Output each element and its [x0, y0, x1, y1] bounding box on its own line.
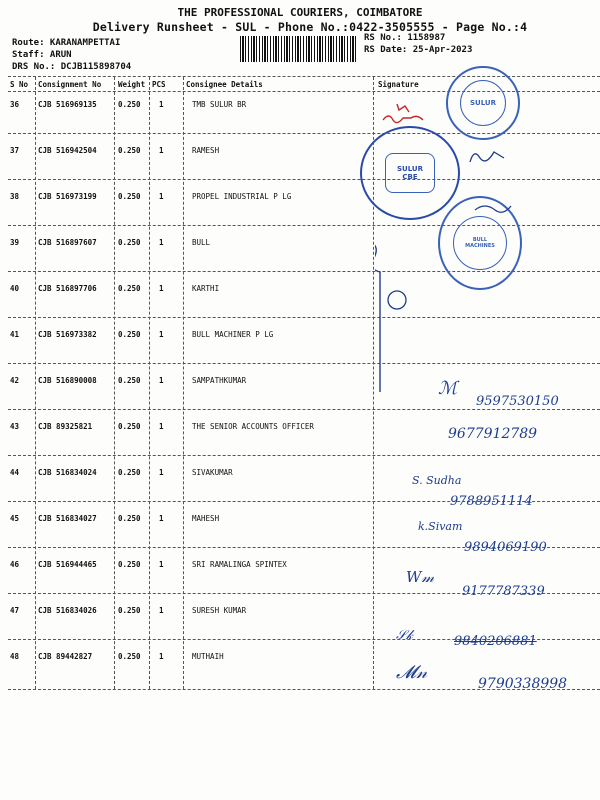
ramesh-signature — [470, 152, 504, 162]
row-consignment: CJB 516942504 — [38, 146, 97, 155]
row-weight: 0.250 — [118, 284, 141, 293]
propel-signature — [475, 206, 511, 212]
row-pcs: 1 — [159, 146, 164, 155]
signature-44-name: S. Sudha — [412, 474, 462, 487]
runsheet-title: Delivery Runsheet - SUL - Phone No.:0422-3505555 - Page No.:4 — [92, 20, 528, 34]
row-consignee: THE SENIOR ACCOUNTS OFFICER — [192, 422, 314, 431]
row-consignment: CJB 516890008 — [38, 376, 97, 385]
row-consignment: CJB 516969135 — [38, 100, 97, 109]
sundaram-seal: SULUR CBE — [360, 126, 460, 220]
row-sno: 48 — [10, 652, 20, 661]
row-consignment: CJB 516973199 — [38, 192, 97, 201]
col-signature: Signature — [378, 80, 419, 89]
row-consignee: BULL — [192, 238, 211, 247]
row-sno: 39 — [10, 238, 20, 247]
row-pcs: 1 — [159, 468, 164, 477]
row-pcs: 1 — [159, 606, 164, 615]
bull-machines-seal: BULL MACHINES — [438, 196, 522, 290]
rs-number: RS No.: 1158987 — [364, 33, 446, 43]
row-pcs: 1 — [159, 238, 164, 247]
row-sno: 43 — [10, 422, 20, 431]
row-rule — [8, 409, 600, 410]
signature-47: 9840206881 — [454, 634, 537, 649]
signature-48-mark: 𝓜𝓃 — [396, 662, 428, 683]
row-weight: 0.250 — [118, 330, 141, 339]
col-consignee: Consignee Details — [186, 80, 263, 89]
row-pcs: 1 — [159, 376, 164, 385]
row-sno: 40 — [10, 284, 20, 293]
col-sno: S No — [10, 80, 29, 89]
row-weight: 0.250 — [118, 146, 141, 155]
row-pcs: 1 — [159, 560, 164, 569]
row-consignment: CJB 89442827 — [38, 652, 93, 661]
row-weight: 0.250 — [118, 652, 141, 661]
row-sno: 45 — [10, 514, 20, 523]
row-weight: 0.250 — [118, 468, 141, 477]
row-weight: 0.250 — [118, 560, 141, 569]
route-label: Route: KARANAMPETTAI — [12, 38, 121, 48]
row-weight: 0.250 — [118, 514, 141, 523]
row-sno: 44 — [10, 468, 20, 477]
row-consignee: PROPEL INDUSTRIAL P LG — [192, 192, 292, 201]
row-sno: 46 — [10, 560, 20, 569]
signature-45: 9894069190 — [464, 540, 547, 555]
row-weight: 0.250 — [118, 376, 141, 385]
row-weight: 0.250 — [118, 100, 141, 109]
header-top-rule — [8, 76, 600, 77]
row-pcs: 1 — [159, 284, 164, 293]
row-pcs: 1 — [159, 192, 164, 201]
signature-46-mark: W𝓂 — [406, 568, 435, 586]
row-sno: 38 — [10, 192, 20, 201]
row-weight: 0.250 — [118, 422, 141, 431]
karthi-mark — [388, 291, 406, 309]
row-pcs: 1 — [159, 422, 164, 431]
row-sno: 36 — [10, 100, 20, 109]
row-weight: 0.250 — [118, 238, 141, 247]
row-weight: 0.250 — [118, 192, 141, 201]
row-weight: 0.250 — [118, 606, 141, 615]
row-consignee: TMB SULUR BR — [192, 100, 247, 109]
row-consignment: CJB 516973382 — [38, 330, 97, 339]
tmb-seal: SULUR — [446, 66, 520, 140]
row-pcs: 1 — [159, 652, 164, 661]
handwritten-marks — [375, 92, 595, 392]
signature-44: 9788951114 — [450, 494, 533, 509]
row-consignment: CJB 516834027 — [38, 514, 97, 523]
row-pcs: 1 — [159, 330, 164, 339]
red-scribble — [397, 104, 409, 112]
drs-label: DRS No.: DCJB115898704 — [12, 62, 132, 72]
row-consignee: SRI RAMALINGA SPINTEX — [192, 560, 287, 569]
col-consignment: Consignment No — [38, 80, 102, 89]
row-consignment: CJB 516834026 — [38, 606, 97, 615]
row-consignment: CJB 89325821 — [38, 422, 93, 431]
row-consignee: MUTHAIH — [192, 652, 224, 661]
col-pcs: PCS — [152, 80, 166, 89]
row-consignee: BULL MACHINER P LG — [192, 330, 274, 339]
signature-45-name: k.Sivam — [418, 520, 463, 533]
signature-46: 9177787339 — [462, 584, 545, 599]
row-consignee: SIVAKUMAR — [192, 468, 233, 477]
bull-signature — [375, 242, 380, 392]
row-pcs: 1 — [159, 100, 164, 109]
barcode — [240, 36, 358, 62]
row-consignee: SAMPATHKUMAR — [192, 376, 247, 385]
row-pcs: 1 — [159, 514, 164, 523]
staff-label: Staff: ARUN — [12, 50, 72, 60]
red-scribble — [383, 116, 423, 123]
row-rule — [8, 455, 600, 456]
signature-48: 9790338998 — [478, 676, 568, 692]
row-consignment: CJB 516944465 — [38, 560, 97, 569]
row-consignee: RAMESH — [192, 146, 220, 155]
row-sno: 42 — [10, 376, 20, 385]
row-consignee: SURESH KUMAR — [192, 606, 247, 615]
row-sno: 41 — [10, 330, 20, 339]
row-consignment: CJB 516834024 — [38, 468, 97, 477]
row-consignment: CJB 516897706 — [38, 284, 97, 293]
row-sno: 37 — [10, 146, 20, 155]
row-consignment: CJB 516897607 — [38, 238, 97, 247]
company-title: THE PROFESSIONAL COURIERS, COIMBATORE — [177, 6, 423, 19]
row-sno: 47 — [10, 606, 20, 615]
rs-date: RS Date: 25-Apr-2023 — [364, 45, 473, 55]
col-weight: Weight — [118, 80, 146, 89]
row-consignee: KARTHI — [192, 284, 220, 293]
signature-47-mark: 𝒮𝓀 — [396, 628, 414, 643]
row-consignee: MAHESH — [192, 514, 220, 523]
signature-43: 9677912789 — [448, 426, 538, 442]
